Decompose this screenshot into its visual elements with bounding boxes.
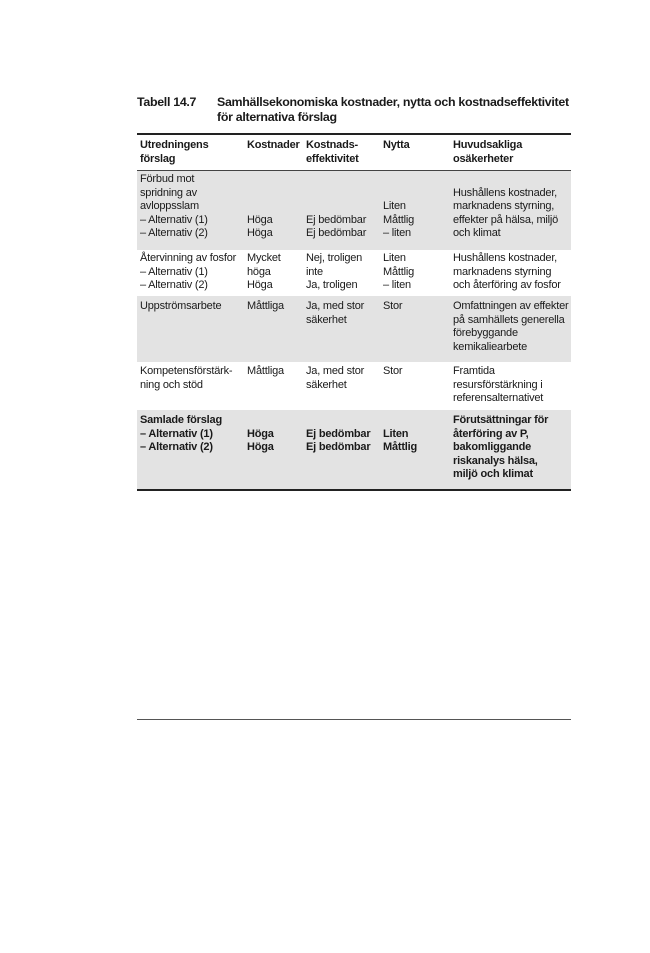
row2-forslag: Återvinning av fosfor – Alternativ (1) – Alternativ (2) [140, 252, 237, 292]
row1-kostnader: Höga Höga [247, 213, 273, 240]
header-nytta: Nytta [383, 139, 410, 151]
row5-nytta: Liten Måttlig [383, 427, 418, 454]
row5-kostnader: Höga Höga [247, 427, 274, 454]
row1-osakerheter: Hushållens kostnader, marknadens styrning, effekter på hälsa, miljö och klimat [453, 186, 559, 240]
header-osakerheter: Huvudsakliga osäkerheter [453, 139, 523, 165]
row4-nytta: Stor [383, 365, 403, 377]
row4-effektivitet: Ja, med stor säkerhet [306, 365, 365, 391]
table-top-rule [137, 133, 571, 135]
row3-nytta: Stor [383, 300, 403, 312]
row3-osakerheter: Omfattningen av effekter på samhällets generella förebyggande kemikaliearbete [453, 300, 569, 353]
row2-kostnader: Mycket höga Höga [247, 252, 281, 292]
row1-nytta: Liten Måttlig – liten [383, 200, 414, 240]
row3-kostnader: Måttliga [247, 300, 284, 312]
header-kostnadseffektivitet: Kostnads- effektivitet [306, 139, 359, 165]
row4-kostnader: Måttliga [247, 365, 284, 377]
row4-osakerheter: Framtida resursförstärkning i referensalternativet [453, 365, 544, 405]
table-title: Samhällsekonomiska kostnader, nytta och kostnadseffektivitet för alternativa förslag [217, 95, 569, 124]
row1-forslag: Förbud mot spridning av avloppsslam – Alternativ (1) – Alternativ (2) [140, 173, 208, 240]
header-forslag: Utredningens förslag [140, 139, 209, 165]
row3-effektivitet: Ja, med stor säkerhet [306, 300, 365, 326]
row5-effektivitet: Ej bedömbar Ej bedömbar [306, 427, 371, 454]
header-kostnader: Kostnader [247, 139, 300, 151]
table-number: Tabell 14.7 [137, 95, 197, 109]
row1-effektivitet: Ej bedömbar Ej bedömbar [306, 213, 367, 240]
row3-forslag: Uppströmsarbete [140, 300, 222, 312]
row2-nytta: Liten Måttlig – liten [383, 252, 414, 292]
table-bottom-rule [137, 489, 571, 491]
row2-osakerheter: Hushållens kostnader, marknadens styrning och återföring av fosfor [453, 252, 561, 292]
page-footer-rule [137, 719, 571, 720]
row4-forslag: Kompetensförstärk- ning och stöd [140, 365, 233, 391]
row5-osakerheter: Förutsättningar för återföring av P, bakomliggande riskanalys hälsa, miljö och klimat [453, 414, 549, 481]
row2-effektivitet: Nej, troligen inte Ja, troligen [306, 252, 363, 292]
row5-forslag: Samlade förslag – Alternativ (1) – Alternativ (2) [140, 414, 222, 454]
